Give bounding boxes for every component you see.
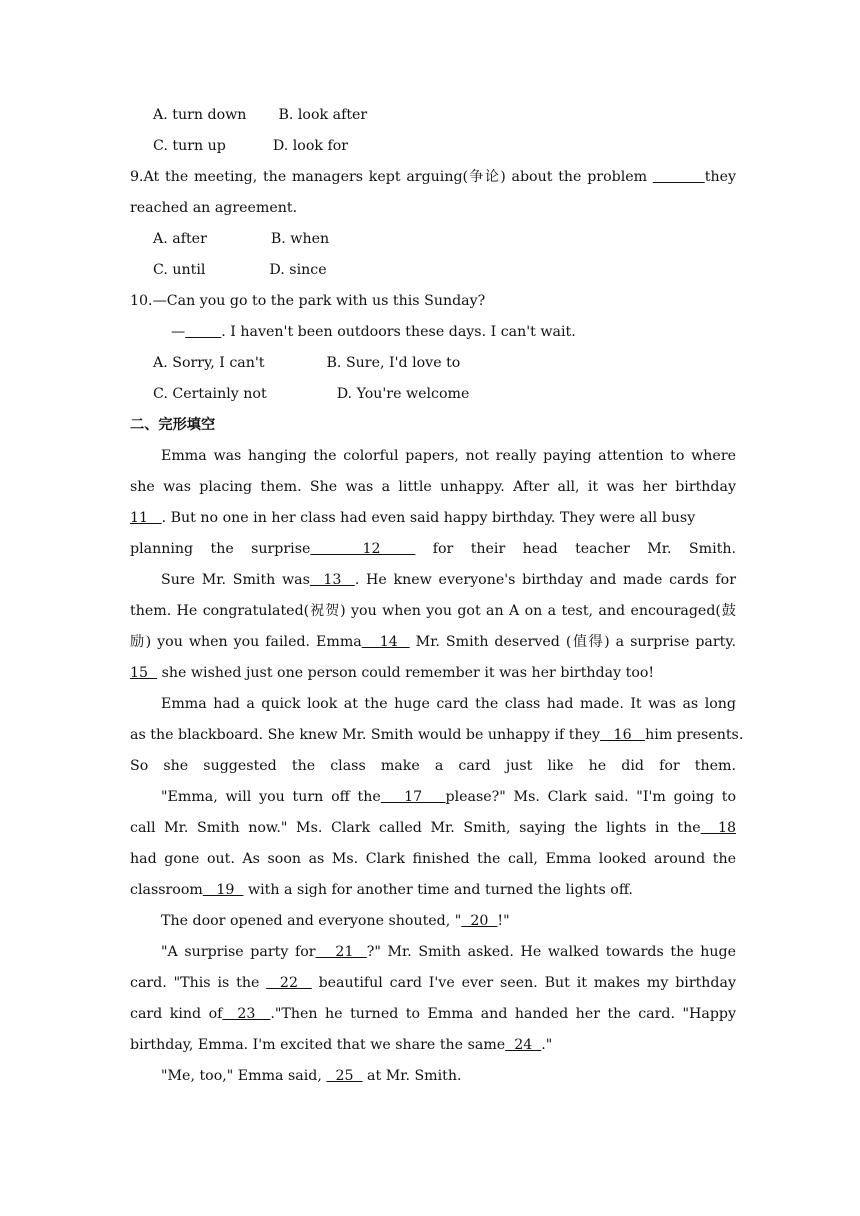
passage-line: planning the surprise 12 for their head teacher Mr. Smith. [130, 541, 736, 557]
passage-line: "Me, too," Emma said, 25 at Mr. Smith. [161, 1068, 462, 1084]
passage-line: 励) you when you failed. Emma 14 Mr. Smith deserved (值得) a surprise party. [130, 634, 737, 650]
passage-line: card kind of 23 ."Then he turned to Emma and handed her the card. "Happy [130, 1006, 736, 1022]
blank-23: 23 [222, 1006, 271, 1022]
q10-options-row-2: C. Certainly not D. You're welcome [153, 386, 470, 402]
passage-line: Sure Mr. Smith was 13 . He knew everyone's birthday and made cards for [161, 572, 736, 588]
passage-line: Emma was hanging the colorful papers, not really paying attention to where [161, 448, 736, 464]
blank-12: 12 [310, 541, 416, 557]
passage-line: card. "This is the 22 beautiful card I've ever seen. But it makes my birthday [130, 975, 736, 991]
passage-line: she was placing them. She was a little unhappy. After all, it was her birthday [130, 479, 736, 495]
q9-options-row-1: A. after B. when [153, 231, 330, 247]
q10-stem-line-1: 10.—Can you go to the park with us this Sunday? [130, 293, 486, 309]
blank-15: 15 [130, 665, 158, 681]
q10-stem-line-2: — . I haven't been outdoors these days. I can't wait. [171, 324, 576, 340]
passage-line: The door opened and everyone shouted, " 20 !" [161, 913, 510, 929]
blank-17: 17 [380, 789, 446, 805]
passage-line: So she suggested the class make a card just like he did for them. [130, 758, 736, 774]
passage-line: Emma had a quick look at the huge card the class had made. It was as long [161, 696, 736, 712]
blank-22: 22 [266, 975, 312, 991]
q8-options-row-2: C. turn up D. look for [153, 138, 349, 154]
blank-11: 11 [130, 510, 162, 526]
q9-options-row-2: C. until D. since [153, 262, 327, 278]
blank-18: 18 [700, 820, 737, 836]
passage-line: 15 she wished just one person could remember it was her birthday too! [130, 665, 655, 681]
q9-stem-line-2: reached an agreement. [130, 200, 298, 216]
q10-options-row-1: A. Sorry, I can't B. Sure, I'd love to [153, 355, 461, 371]
passage-line: 11 . But no one in her class had even said happy birthday. They were all busy [130, 510, 696, 526]
passage-line: had gone out. As soon as Ms. Clark finished the call, Emma looked around the [130, 851, 736, 867]
blank-14: 14 [361, 634, 410, 650]
passage-line: birthday, Emma. I'm excited that we share the same 24 ." [130, 1037, 553, 1053]
passage-line: "Emma, will you turn off the 17 please?" Ms. Clark said. "I'm going to [161, 789, 736, 805]
passage-line: call Mr. Smith now." Ms. Clark called Mr. Smith, saying the lights in the 18 [130, 820, 737, 836]
blank-24: 24 [505, 1037, 542, 1053]
blank-21: 21 [315, 944, 367, 960]
passage-line: classroom 19 with a sigh for another time and turned the lights off. [130, 882, 633, 898]
blank-19: 19 [202, 882, 244, 898]
passage-line: them. He congratulated(祝贺) you when you got an A on a test, and encouraged(鼓 [130, 603, 736, 619]
q8-options-row-1: A. turn down B. look after [153, 107, 368, 123]
blank-25: 25 [326, 1068, 363, 1084]
blank-20: 20 [461, 913, 498, 929]
blank-16: 16 [600, 727, 646, 743]
section-heading-cloze: 二、完形填空 [130, 417, 216, 433]
q9-stem-line-1: 9.At the meeting, the managers kept arguing(争论) about the problem they [130, 169, 736, 185]
passage-line: as the blackboard. She knew Mr. Smith would be unhappy if they 16 him presents. [130, 727, 744, 743]
blank-13: 13 [309, 572, 355, 588]
passage-line: "A surprise party for 21 ?" Mr. Smith asked. He walked towards the huge [161, 944, 736, 960]
